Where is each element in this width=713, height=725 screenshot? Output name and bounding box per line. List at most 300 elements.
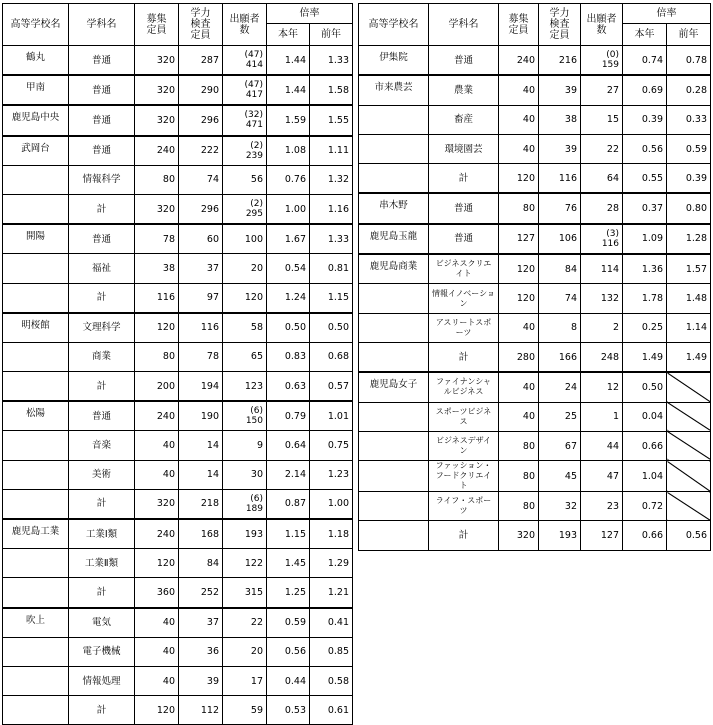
school-name-cell (359, 431, 429, 460)
ratio-last-year-cell: 0.33 (667, 105, 711, 134)
table-row (3, 489, 353, 519)
capacity-cell: 80 (499, 461, 539, 492)
left-table-body (3, 46, 353, 725)
table-row (3, 254, 353, 283)
capacity-cell: 240 (499, 46, 539, 76)
applicants-cell: 2 (581, 313, 623, 342)
applicants-cell: 315 (223, 578, 267, 608)
ratio-last-year-cell: 1.16 (310, 194, 353, 224)
table-row (3, 519, 353, 549)
ratio-last-year-cell: 1.33 (310, 224, 353, 254)
applicants-cell: 12 (581, 372, 623, 402)
ratio-last-year-cell (667, 461, 711, 492)
capacity-cell: 80 (135, 165, 179, 194)
exam-capacity-cell: 76 (539, 193, 581, 223)
applicants-cell: 120 (223, 283, 267, 313)
department-cell: 計 (69, 696, 135, 725)
ratio-last-year-cell: 1.15 (310, 283, 353, 313)
school-name-cell: 開陽 (3, 224, 69, 254)
table-row (3, 136, 353, 166)
ratio-this-year-cell: 2.14 (267, 460, 310, 489)
ratio-this-year-cell: 0.55 (623, 164, 667, 194)
ratio-this-year-cell: 1.49 (623, 342, 667, 372)
exam-capacity-cell: 218 (179, 489, 223, 519)
table-row (359, 75, 711, 105)
capacity-cell: 40 (499, 402, 539, 431)
ratio-this-year-cell: 0.74 (623, 46, 667, 76)
department-cell: 普通 (429, 193, 499, 223)
school-name-cell (359, 284, 429, 313)
ratio-this-year-cell: 0.83 (267, 342, 310, 371)
school-name-cell (359, 105, 429, 134)
exam-capacity-cell: 8 (539, 313, 581, 342)
ratio-this-year-cell: 1.45 (267, 549, 310, 578)
ratio-this-year-cell: 0.50 (623, 372, 667, 402)
school-name-cell: 鶴丸 (3, 46, 69, 76)
school-name-cell (359, 342, 429, 372)
capacity-cell: 120 (135, 313, 179, 343)
ratio-this-year-cell: 0.44 (267, 666, 310, 695)
applicants-cell: (6) 189 (223, 489, 267, 519)
capacity-cell: 40 (135, 608, 179, 638)
capacity-cell: 320 (499, 521, 539, 550)
ratio-this-year-cell: 1.44 (267, 75, 310, 105)
exam-capacity-cell: 193 (539, 521, 581, 550)
exam-capacity-cell: 36 (179, 637, 223, 666)
ratio-last-year-cell: 1.00 (310, 489, 353, 519)
ratio-this-year-cell: 0.04 (623, 402, 667, 431)
applicants-cell: 248 (581, 342, 623, 372)
ratio-this-year-cell: 1.25 (267, 578, 310, 608)
applicants-cell: (3) 116 (581, 224, 623, 254)
ratio-this-year-cell: 0.64 (267, 431, 310, 460)
exam-capacity-cell: 74 (539, 284, 581, 313)
school-name-cell: 吹上 (3, 608, 69, 638)
department-cell: 情報処理 (69, 666, 135, 695)
capacity-cell: 78 (135, 224, 179, 254)
school-name-cell (359, 521, 429, 550)
ratio-this-year-cell: 0.25 (623, 313, 667, 342)
applicants-cell: 59 (223, 696, 267, 725)
capacity-cell: 120 (499, 254, 539, 284)
school-name-cell (3, 489, 69, 519)
school-name-cell: 鹿児島中央 (3, 105, 69, 135)
ratio-this-year-cell: 0.53 (267, 696, 310, 725)
capacity-cell: 40 (499, 105, 539, 134)
table-row (3, 165, 353, 194)
exam-capacity-cell: 287 (179, 46, 223, 76)
school-name-cell (359, 164, 429, 194)
ratio-last-year-cell: 1.01 (310, 401, 353, 431)
ratio-last-year-cell: 0.58 (310, 666, 353, 695)
capacity-cell: 320 (135, 75, 179, 105)
exam-capacity-cell: 290 (179, 75, 223, 105)
department-cell: 計 (69, 194, 135, 224)
department-cell: 普通 (69, 136, 135, 166)
applicants-cell: 20 (223, 637, 267, 666)
department-cell: 計 (69, 372, 135, 402)
capacity-cell: 320 (135, 105, 179, 135)
school-name-cell (3, 460, 69, 489)
exam-capacity-cell: 37 (179, 254, 223, 283)
table-row (3, 608, 353, 638)
exam-capacity-cell: 168 (179, 519, 223, 549)
ratio-this-year-cell: 0.39 (623, 105, 667, 134)
department-cell: 情報科学 (69, 165, 135, 194)
header-this-year: 本年 (623, 24, 667, 46)
capacity-cell: 240 (135, 401, 179, 431)
right-admission-table (358, 3, 711, 551)
exam-capacity-cell: 25 (539, 402, 581, 431)
department-cell: 計 (69, 489, 135, 519)
school-name-cell (3, 165, 69, 194)
exam-capacity-cell: 84 (179, 549, 223, 578)
ratio-this-year-cell: 1.78 (623, 284, 667, 313)
school-name-cell (3, 283, 69, 313)
school-name-cell: 伊集院 (359, 46, 429, 76)
ratio-last-year-cell (667, 372, 711, 402)
department-cell: 計 (429, 342, 499, 372)
exam-capacity-cell: 78 (179, 342, 223, 371)
ratio-this-year-cell: 1.24 (267, 283, 310, 313)
applicants-cell: 27 (581, 75, 623, 105)
applicants-cell: 65 (223, 342, 267, 371)
department-cell: 美術 (69, 460, 135, 489)
school-name-cell (3, 372, 69, 402)
school-name-cell: 武岡台 (3, 136, 69, 166)
ratio-last-year-cell: 1.23 (310, 460, 353, 489)
capacity-cell: 320 (135, 46, 179, 76)
capacity-cell: 240 (135, 519, 179, 549)
table-row (359, 521, 711, 550)
capacity-cell: 80 (135, 342, 179, 371)
department-cell: 電気 (69, 608, 135, 638)
right-table-body (359, 46, 711, 551)
ratio-this-year-cell: 0.72 (623, 492, 667, 521)
applicants-cell: 100 (223, 224, 267, 254)
exam-capacity-cell: 39 (539, 75, 581, 105)
header-last-year: 前年 (310, 24, 353, 46)
applicants-cell: 22 (581, 134, 623, 163)
applicants-cell: 114 (581, 254, 623, 284)
capacity-cell: 40 (499, 75, 539, 105)
school-name-cell: 市来農芸 (359, 75, 429, 105)
ratio-this-year-cell: 1.67 (267, 224, 310, 254)
table-row (359, 461, 711, 492)
ratio-last-year-cell: 1.32 (310, 165, 353, 194)
capacity-cell: 40 (499, 372, 539, 402)
exam-capacity-cell: 97 (179, 283, 223, 313)
applicants-cell: 56 (223, 165, 267, 194)
ratio-last-year-cell: 1.58 (310, 75, 353, 105)
school-name-cell (3, 696, 69, 725)
table-row (3, 696, 353, 725)
capacity-cell: 360 (135, 578, 179, 608)
header-department: 学科名 (429, 4, 499, 46)
ratio-last-year-cell (667, 402, 711, 431)
applicants-cell: (2) 239 (223, 136, 267, 166)
ratio-last-year-cell: 0.68 (310, 342, 353, 371)
department-cell: ファイナンシャルビジネス (429, 372, 499, 402)
exam-capacity-cell: 116 (179, 313, 223, 343)
applicants-cell: 20 (223, 254, 267, 283)
department-cell: 電子機械 (69, 637, 135, 666)
applicants-cell: 23 (581, 492, 623, 521)
department-cell: 商業 (69, 342, 135, 371)
department-cell: 普通 (69, 401, 135, 431)
ratio-last-year-cell (667, 492, 711, 521)
capacity-cell: 200 (135, 372, 179, 402)
table-row (359, 224, 711, 254)
header-exam-capacity: 学力 検査 定員 (179, 4, 223, 46)
ratio-last-year-cell: 0.57 (310, 372, 353, 402)
capacity-cell: 80 (499, 431, 539, 460)
header-department: 学科名 (69, 4, 135, 46)
applicants-cell: (6) 150 (223, 401, 267, 431)
ratio-this-year-cell: 0.50 (267, 313, 310, 343)
table-row (3, 637, 353, 666)
applicants-cell: 15 (581, 105, 623, 134)
school-name-cell: 鹿児島玉龍 (359, 224, 429, 254)
table-row (3, 313, 353, 343)
exam-capacity-cell: 74 (179, 165, 223, 194)
applicants-cell: (0) 159 (581, 46, 623, 76)
school-name-cell (359, 313, 429, 342)
school-name-cell (3, 578, 69, 608)
school-name-cell (359, 492, 429, 521)
header-school: 高等学校名 (3, 4, 69, 46)
ratio-last-year-cell: 0.80 (667, 193, 711, 223)
ratio-last-year-cell: 1.33 (310, 46, 353, 76)
ratio-this-year-cell: 0.87 (267, 489, 310, 519)
school-name-cell (3, 254, 69, 283)
ratio-last-year-cell (667, 431, 711, 460)
capacity-cell: 80 (499, 492, 539, 521)
ratio-last-year-cell: 1.18 (310, 519, 353, 549)
department-cell: 工業Ⅱ類 (69, 549, 135, 578)
department-cell: 文理科学 (69, 313, 135, 343)
applicants-cell: 193 (223, 519, 267, 549)
school-name-cell (359, 461, 429, 492)
table-row (3, 194, 353, 224)
ratio-this-year-cell: 0.66 (623, 431, 667, 460)
applicants-cell: (47) 417 (223, 75, 267, 105)
capacity-cell: 120 (135, 696, 179, 725)
header-capacity: 募集 定員 (499, 4, 539, 46)
applicants-cell: (2) 295 (223, 194, 267, 224)
school-name-cell (359, 402, 429, 431)
applicants-cell: 44 (581, 431, 623, 460)
exam-capacity-cell: 194 (179, 372, 223, 402)
ratio-this-year-cell: 0.76 (267, 165, 310, 194)
exam-capacity-cell: 116 (539, 164, 581, 194)
exam-capacity-cell: 45 (539, 461, 581, 492)
department-cell: 情報イノベーション (429, 284, 499, 313)
exam-capacity-cell: 38 (539, 105, 581, 134)
capacity-cell: 120 (499, 164, 539, 194)
applicants-cell: (47) 414 (223, 46, 267, 76)
table-row (3, 401, 353, 431)
applicants-cell: (32) 471 (223, 105, 267, 135)
table-row (359, 402, 711, 431)
exam-capacity-cell: 32 (539, 492, 581, 521)
applicants-cell: 123 (223, 372, 267, 402)
exam-capacity-cell: 216 (539, 46, 581, 76)
capacity-cell: 40 (135, 666, 179, 695)
table-row (3, 75, 353, 105)
exam-capacity-cell: 112 (179, 696, 223, 725)
school-name-cell (3, 431, 69, 460)
department-cell: 普通 (69, 224, 135, 254)
table-row (3, 105, 353, 135)
exam-capacity-cell: 14 (179, 431, 223, 460)
ratio-this-year-cell: 0.54 (267, 254, 310, 283)
school-name-cell: 明桜館 (3, 313, 69, 343)
school-name-cell: 鹿児島工業 (3, 519, 69, 549)
ratio-this-year-cell: 0.79 (267, 401, 310, 431)
department-cell: 畜産 (429, 105, 499, 134)
exam-capacity-cell: 14 (179, 460, 223, 489)
capacity-cell: 40 (499, 313, 539, 342)
ratio-last-year-cell: 0.50 (310, 313, 353, 343)
department-cell: 普通 (429, 224, 499, 254)
department-cell: 計 (69, 283, 135, 313)
ratio-this-year-cell: 0.56 (267, 637, 310, 666)
ratio-last-year-cell: 1.48 (667, 284, 711, 313)
school-name-cell (3, 637, 69, 666)
school-name-cell (3, 666, 69, 695)
applicants-cell: 17 (223, 666, 267, 695)
ratio-this-year-cell: 1.44 (267, 46, 310, 76)
exam-capacity-cell: 222 (179, 136, 223, 166)
capacity-cell: 38 (135, 254, 179, 283)
applicants-cell: 1 (581, 402, 623, 431)
header-school: 高等学校名 (359, 4, 429, 46)
exam-capacity-cell: 190 (179, 401, 223, 431)
header-last-year: 前年 (667, 24, 711, 46)
capacity-cell: 120 (499, 284, 539, 313)
ratio-this-year-cell: 1.36 (623, 254, 667, 284)
table-row (3, 46, 353, 76)
school-name-cell (3, 549, 69, 578)
school-name-cell: 串木野 (359, 193, 429, 223)
exam-capacity-cell: 296 (179, 105, 223, 135)
table-row (3, 224, 353, 254)
capacity-cell: 80 (499, 193, 539, 223)
ratio-last-year-cell: 0.41 (310, 608, 353, 638)
capacity-cell: 40 (135, 460, 179, 489)
department-cell: 計 (429, 164, 499, 194)
header-ratio: 倍率 (623, 4, 711, 24)
capacity-cell: 320 (135, 489, 179, 519)
ratio-last-year-cell: 1.49 (667, 342, 711, 372)
exam-capacity-cell: 37 (179, 608, 223, 638)
department-cell: 普通 (69, 75, 135, 105)
department-cell: 計 (69, 578, 135, 608)
ratio-last-year-cell: 1.57 (667, 254, 711, 284)
exam-capacity-cell: 166 (539, 342, 581, 372)
department-cell: ライフ・スポーツ (429, 492, 499, 521)
department-cell: アスリートスポーツ (429, 313, 499, 342)
exam-capacity-cell: 39 (179, 666, 223, 695)
department-cell: 工業Ⅰ類 (69, 519, 135, 549)
department-cell: 農業 (429, 75, 499, 105)
ratio-last-year-cell: 0.59 (667, 134, 711, 163)
header-exam-capacity: 学力 検査 定員 (539, 4, 581, 46)
applicants-cell: 47 (581, 461, 623, 492)
school-name-cell: 鹿児島商業 (359, 254, 429, 284)
ratio-this-year-cell: 1.00 (267, 194, 310, 224)
department-cell: 普通 (69, 105, 135, 135)
exam-capacity-cell: 106 (539, 224, 581, 254)
table-row (3, 431, 353, 460)
school-name-cell: 甲南 (3, 75, 69, 105)
exam-capacity-cell: 60 (179, 224, 223, 254)
ratio-last-year-cell: 1.14 (667, 313, 711, 342)
ratio-this-year-cell: 0.69 (623, 75, 667, 105)
capacity-cell: 40 (499, 134, 539, 163)
table-row (359, 134, 711, 163)
exam-capacity-cell: 84 (539, 254, 581, 284)
ratio-last-year-cell: 0.28 (667, 75, 711, 105)
table-row (3, 283, 353, 313)
applicants-cell: 30 (223, 460, 267, 489)
table-row (3, 372, 353, 402)
table-row (359, 46, 711, 76)
header-applicants: 出願者 数 (223, 4, 267, 46)
ratio-last-year-cell: 0.81 (310, 254, 353, 283)
applicants-cell: 28 (581, 193, 623, 223)
ratio-this-year-cell: 0.37 (623, 193, 667, 223)
applicants-cell: 9 (223, 431, 267, 460)
ratio-this-year-cell: 1.09 (623, 224, 667, 254)
table-row (359, 492, 711, 521)
school-name-cell: 松陽 (3, 401, 69, 431)
capacity-cell: 116 (135, 283, 179, 313)
ratio-this-year-cell: 1.15 (267, 519, 310, 549)
ratio-this-year-cell: 1.59 (267, 105, 310, 135)
department-cell: ファッション・フードクリエイト (429, 461, 499, 492)
table-row (3, 666, 353, 695)
department-cell: 普通 (429, 46, 499, 76)
exam-capacity-cell: 296 (179, 194, 223, 224)
ratio-last-year-cell: 1.11 (310, 136, 353, 166)
applicants-cell: 122 (223, 549, 267, 578)
school-name-cell (3, 342, 69, 371)
capacity-cell: 40 (135, 431, 179, 460)
ratio-this-year-cell: 0.63 (267, 372, 310, 402)
exam-capacity-cell: 24 (539, 372, 581, 402)
applicants-cell: 22 (223, 608, 267, 638)
applicants-cell: 58 (223, 313, 267, 343)
table-row (359, 254, 711, 284)
table-row (359, 193, 711, 223)
header-capacity: 募集 定員 (135, 4, 179, 46)
capacity-cell: 40 (135, 637, 179, 666)
header-this-year: 本年 (267, 24, 310, 46)
school-name-cell (3, 194, 69, 224)
ratio-this-year-cell: 0.59 (267, 608, 310, 638)
school-name-cell: 鹿児島女子 (359, 372, 429, 402)
header-applicants: 出願者 数 (581, 4, 623, 46)
applicants-cell: 64 (581, 164, 623, 194)
department-cell: 福祉 (69, 254, 135, 283)
table-row (359, 105, 711, 134)
ratio-last-year-cell: 0.61 (310, 696, 353, 725)
applicants-cell: 132 (581, 284, 623, 313)
table-row (3, 342, 353, 371)
department-cell: 普通 (69, 46, 135, 76)
